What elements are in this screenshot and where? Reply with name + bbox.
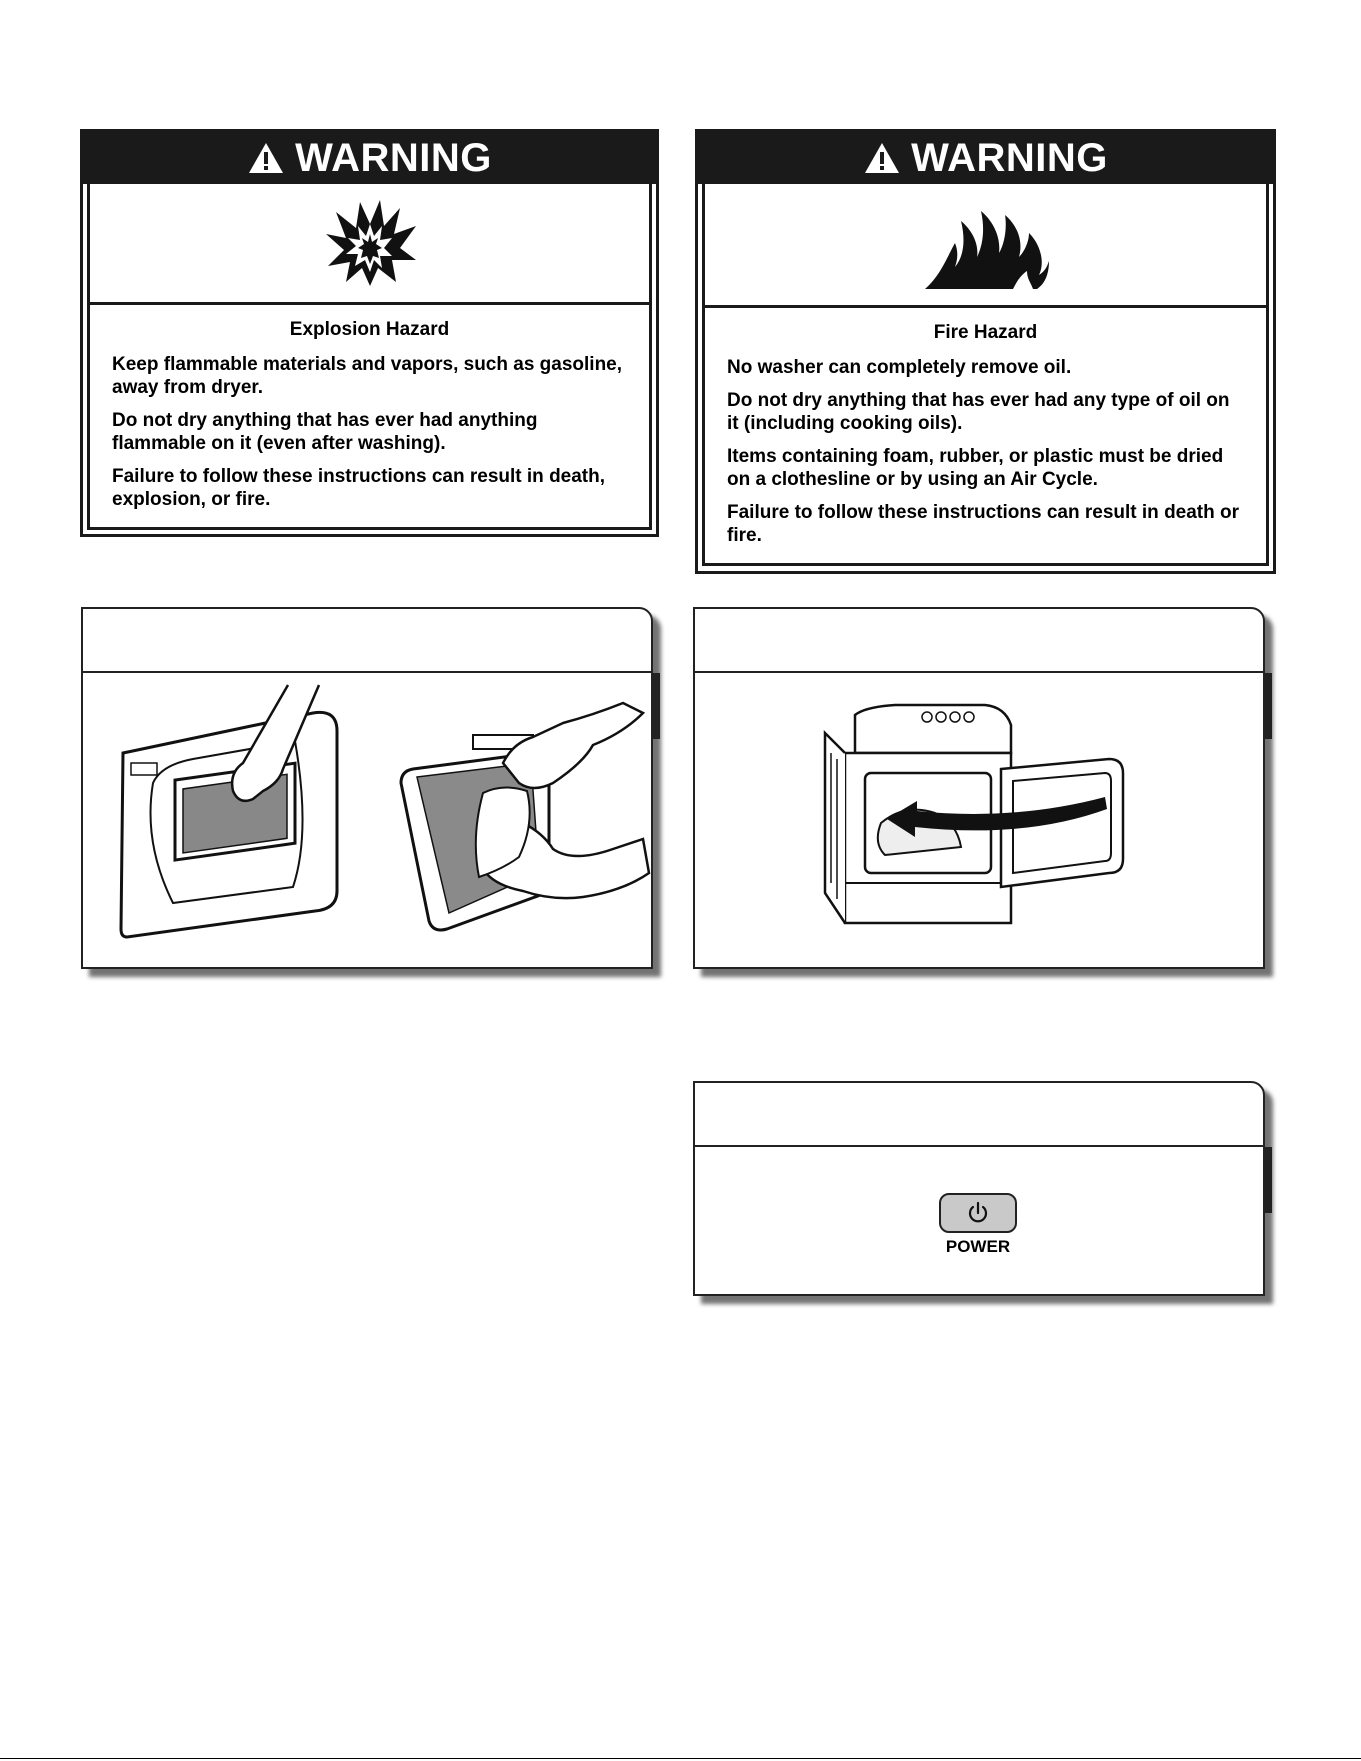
- alert-triangle-icon: [863, 141, 901, 175]
- panel-header: [695, 1083, 1263, 1147]
- warning-header: [698, 132, 1273, 184]
- warning-body: [702, 308, 1269, 566]
- hazard-title: Explosion Hazard: [289, 319, 450, 340]
- warning-icon-area: [702, 184, 1269, 308]
- hazard-title: Fire Hazard: [933, 322, 1038, 343]
- warning-header-text: WARNING: [295, 135, 492, 180]
- page-bottom-rule: [0, 1758, 1361, 1759]
- warning-icon-area: [87, 184, 652, 305]
- panel-tab: [1264, 673, 1272, 739]
- panel-body: [695, 1147, 1263, 1296]
- panel-header: [83, 609, 651, 673]
- warning-header: [83, 132, 656, 184]
- warning-box-explosion: [80, 129, 659, 537]
- warning-line: Failure to follow these instructions can result in death or fire.: [727, 502, 1240, 546]
- warning-body: [87, 305, 652, 530]
- panel-tab: [652, 673, 660, 739]
- power-icon: [966, 1201, 990, 1225]
- warning-line: Failure to follow these instructions can result in death, explosion, or fire.: [112, 466, 606, 510]
- panel-lint-screen: [81, 607, 653, 969]
- warning-line: No washer can completely remove oil.: [727, 357, 1072, 378]
- load-dryer-illustration: [695, 673, 1263, 969]
- lint-screen-cleaning-illustration: [83, 673, 651, 969]
- power-label: POWER: [945, 1237, 1011, 1256]
- fire-icon: [921, 197, 1051, 293]
- alert-triangle-icon: [247, 141, 285, 175]
- panel-load-dryer: [693, 607, 1265, 969]
- panel-tab: [1264, 1147, 1272, 1213]
- warning-line: Items containing foam, rubber, or plastic must be dried on a clothesline or by using an Air Cycle.: [727, 446, 1224, 490]
- warning-header-text: WARNING: [911, 135, 1108, 180]
- panel-header: [695, 609, 1263, 673]
- warning-line: Do not dry anything that has ever had anything flammable on it (even after washing).: [112, 410, 538, 454]
- warning-line: Do not dry anything that has ever had any type of oil on it (including cooking oils).: [727, 390, 1230, 434]
- explosion-icon: [320, 198, 420, 288]
- warning-box-fire: [695, 129, 1276, 574]
- power-button[interactable]: [939, 1193, 1017, 1233]
- warning-line: Keep flammable materials and vapors, such as gasoline, away from dryer.: [112, 354, 623, 398]
- panel-power: [693, 1081, 1265, 1296]
